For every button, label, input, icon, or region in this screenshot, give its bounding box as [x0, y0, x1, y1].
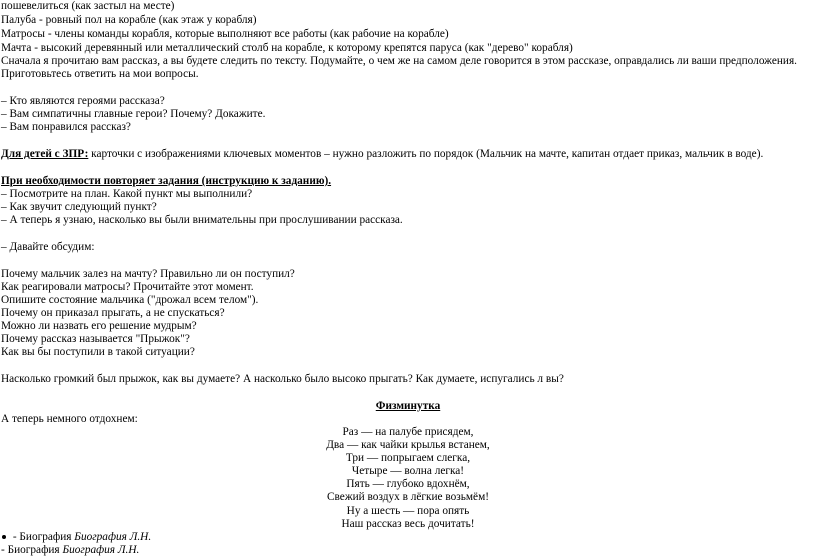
- poem-line: Раз — на палубе присядем,: [342, 426, 474, 438]
- poem-line: Четыре — волна легка!: [351, 465, 465, 477]
- instruction-line: – Как звучит следующий пункт?: [1, 201, 157, 213]
- instruction-heading: При необходимости повторяет задания (инструкцию к заданию).: [1, 175, 332, 187]
- bio-prefix: - Биография: [10, 531, 75, 543]
- text-line: Матросы - члены команды корабля, которые выполняют все работы (как рабочие на корабле): [1, 28, 449, 40]
- question-item: Почему он приказал прыгать, а не спускаться?: [1, 307, 225, 319]
- poem-line: Наш рассказ весь дочитать!: [341, 518, 475, 530]
- question-item: Как реагировали матросы? Прочитайте этот момент.: [1, 281, 254, 293]
- fizminutka-intro: А теперь немного отдохнем:: [1, 413, 138, 425]
- bio-name: Биография Л.Н.: [74, 531, 152, 543]
- bio-prefix: - Биография: [1, 544, 63, 556]
- question-item: – Вам симпатичны главные герои? Почему? Докажите.: [1, 108, 266, 120]
- question-item: Опишите состояние мальчика ("дрожал всем телом").: [1, 294, 259, 306]
- question-item: Почему мальчик залез на мачту? Правильно ли он поступил?: [1, 268, 295, 280]
- instruction-line: – Посмотрите на план. Какой пункт мы выполнили?: [1, 188, 253, 200]
- text-line: Сначала я прочитаю вам рассказ, а вы будете следить по тексту. Подумайте, о чем же на самом деле говорится в этом рассказе, оправдались ли ваши предположения.: [1, 55, 797, 67]
- discuss-line: – Давайте обсудим:: [1, 241, 95, 253]
- poem-line: Три — попрыгаем слегка,: [345, 452, 471, 464]
- zpr-label: Для детей с ЗПР:: [1, 148, 89, 160]
- bio-name: Биография Л.Н.: [62, 544, 140, 556]
- poem-line: Два — как чайки крылья встанем,: [326, 439, 490, 451]
- text-line: Палуба - ровный пол на корабле (как этаж у корабля): [1, 14, 257, 26]
- question-item: Можно ли назвать его решение мудрым?: [1, 320, 197, 332]
- bio-line: [1, 531, 151, 544]
- poem-line: Пять — глубоко вдохнём,: [346, 478, 470, 490]
- text-line: пошевелиться (как застыл на месте): [1, 0, 175, 12]
- question-item: Как вы бы поступили в такой ситуации?: [1, 346, 195, 358]
- poem-line: Ну а шесть — пора опять: [346, 505, 470, 517]
- bullet-icon: [2, 535, 6, 539]
- question-item: Почему рассказ называется "Прыжок"?: [1, 333, 190, 345]
- question-item: – Вам понравился рассказ?: [1, 121, 131, 133]
- bio-line: [1, 544, 139, 557]
- instruction-line: – А теперь я узнаю, насколько вы были внимательны при прослушивании рассказа.: [1, 214, 403, 226]
- poem-line: Свежий воздух в лёгкие возьмём!: [327, 491, 489, 503]
- zpr-paragraph: [1, 148, 763, 161]
- text-line: Мачта - высокий деревянный или металлический столб на корабле, к которому крепятся паруса (как "дерево" корабля): [1, 42, 573, 54]
- fizminutka-title: Физминутка: [375, 400, 441, 412]
- question-item: – Кто являются героями рассказа?: [1, 95, 165, 107]
- zpr-text: карточки с изображениями ключевых моментов – нужно разложить по порядок (Мальчик на мачте, капитан отдает приказ, мальчик в воде).: [88, 148, 764, 160]
- text-line: Приготовьтесь ответить на мои вопросы.: [1, 68, 199, 80]
- question-final: Насколько громкий был прыжок, как вы думаете? А насколько было высоко прыгать? Как думаете, испугались л вы?: [1, 373, 564, 385]
